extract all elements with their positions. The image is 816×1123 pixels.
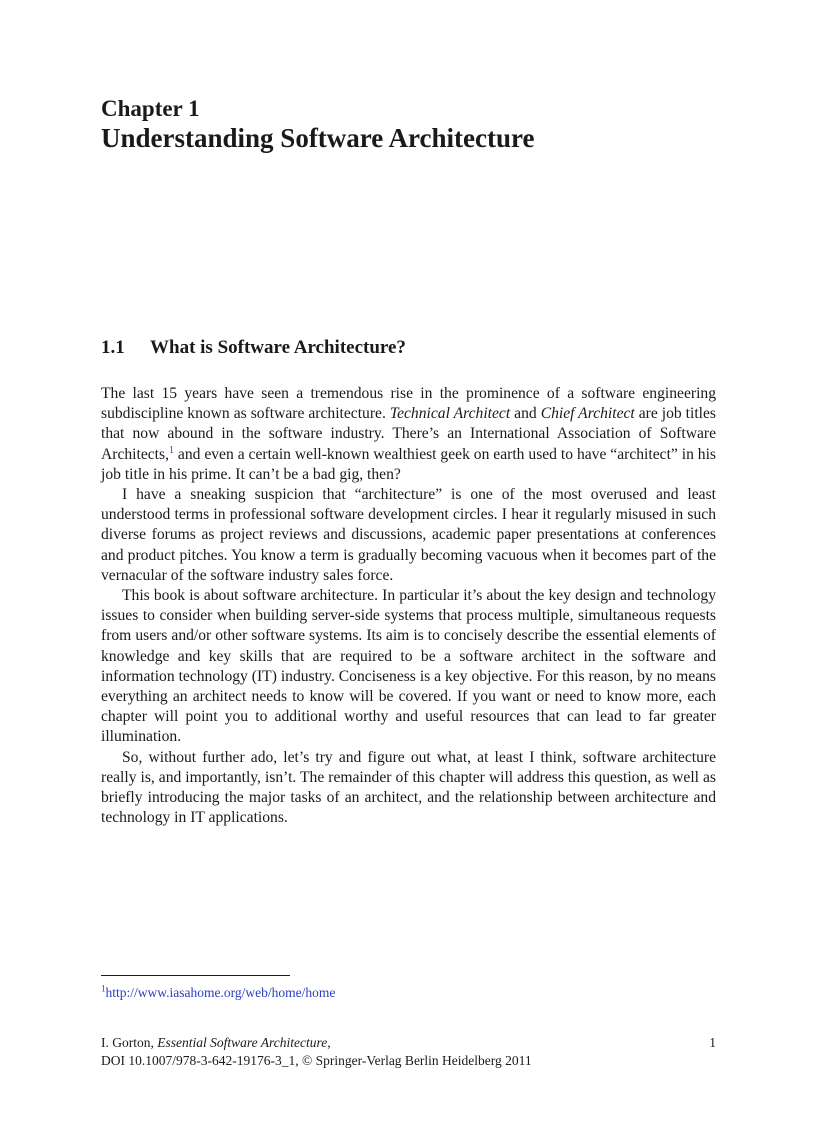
body-text [101, 384, 716, 828]
page-footer [101, 1034, 716, 1070]
footnote-divider [101, 975, 290, 976]
section-number: 1.1 [101, 337, 125, 358]
footnote-reference[interactable]: 1 [168, 444, 174, 456]
doi-line: DOI 10.1007/978-3-642-19176-3_1, © Springer-Verlag Berlin Heidelberg 2011 [101, 1053, 532, 1068]
emphasis-technical-architect: Technical Architect [389, 405, 511, 423]
footnote-marker: 1 [101, 983, 106, 994]
paragraph-2: I have a sneaking suspicion that “architecture” is one of the most overused and least understood terms in professional software development circles. I hear it regularly misused in such diverse forums as project reviews and discussions, academic paper presentations at conferences and product pitches. You know a term is gradually becoming vacuous when it becomes part of the vernacular of the software industry sales force. [101, 486, 716, 584]
paragraph-1-text-c: are job titles that now abound in the software industry. There’s an International Association of Software Architects, [101, 405, 716, 463]
paragraph-3: This book is about software architecture. In particular it’s about the key design and technology issues to consider when building server-side systems that process multiple, simultaneous requests from users and/or other software systems. Its aim is to concisely describe the essential elements of knowledge and key skills that are required to be a software architect in the software and information technology (IT) industry. Conciseness is a key objective. For this reason, by no means everything an architect needs to know will be covered. If you want or need to know more, each chapter will point you to additional worthy and useful resources that can lead to far greater illumination. [101, 587, 716, 746]
chapter-title: Understanding Software Architecture [101, 123, 535, 153]
paragraph-1 [101, 384, 716, 485]
section-title: What is Software Architecture? [150, 337, 406, 358]
footer-book-title: Essential Software Architecture [157, 1035, 328, 1050]
emphasis-chief-architect: Chief Architect [540, 405, 635, 423]
chapter-label: Chapter 1 [101, 96, 200, 121]
page-number: 1 [709, 1035, 716, 1050]
paragraph-4: So, without further ado, let’s try and figure out what, at least I think, software architecture really is, and importantly, isn’t. The remainder of this chapter will address this question, as well as briefly introducing the major tasks of an architect, and the relationship between architecture and technology in IT applications. [101, 748, 716, 827]
footnote-link[interactable]: http://www.iasahome.org/web/home/home [105, 985, 336, 1000]
footer-author: I. Gorton, [101, 1035, 158, 1050]
paragraph-1-text-d: and even a certain well-known wealthiest geek on earth used to have “architect” in his job title in his prime. It can’t be a bad gig, then? [101, 445, 716, 483]
footnote [101, 984, 335, 1002]
footer-comma: , [327, 1035, 331, 1050]
paragraph-1-text-a: The last 15 years have seen a tremendous rise in the prominence of a software engineering subdiscipline known as software architecture. [101, 385, 716, 423]
paragraph-1-text-b: and [510, 405, 541, 423]
section-heading [101, 336, 406, 360]
citation-line [101, 1034, 716, 1052]
